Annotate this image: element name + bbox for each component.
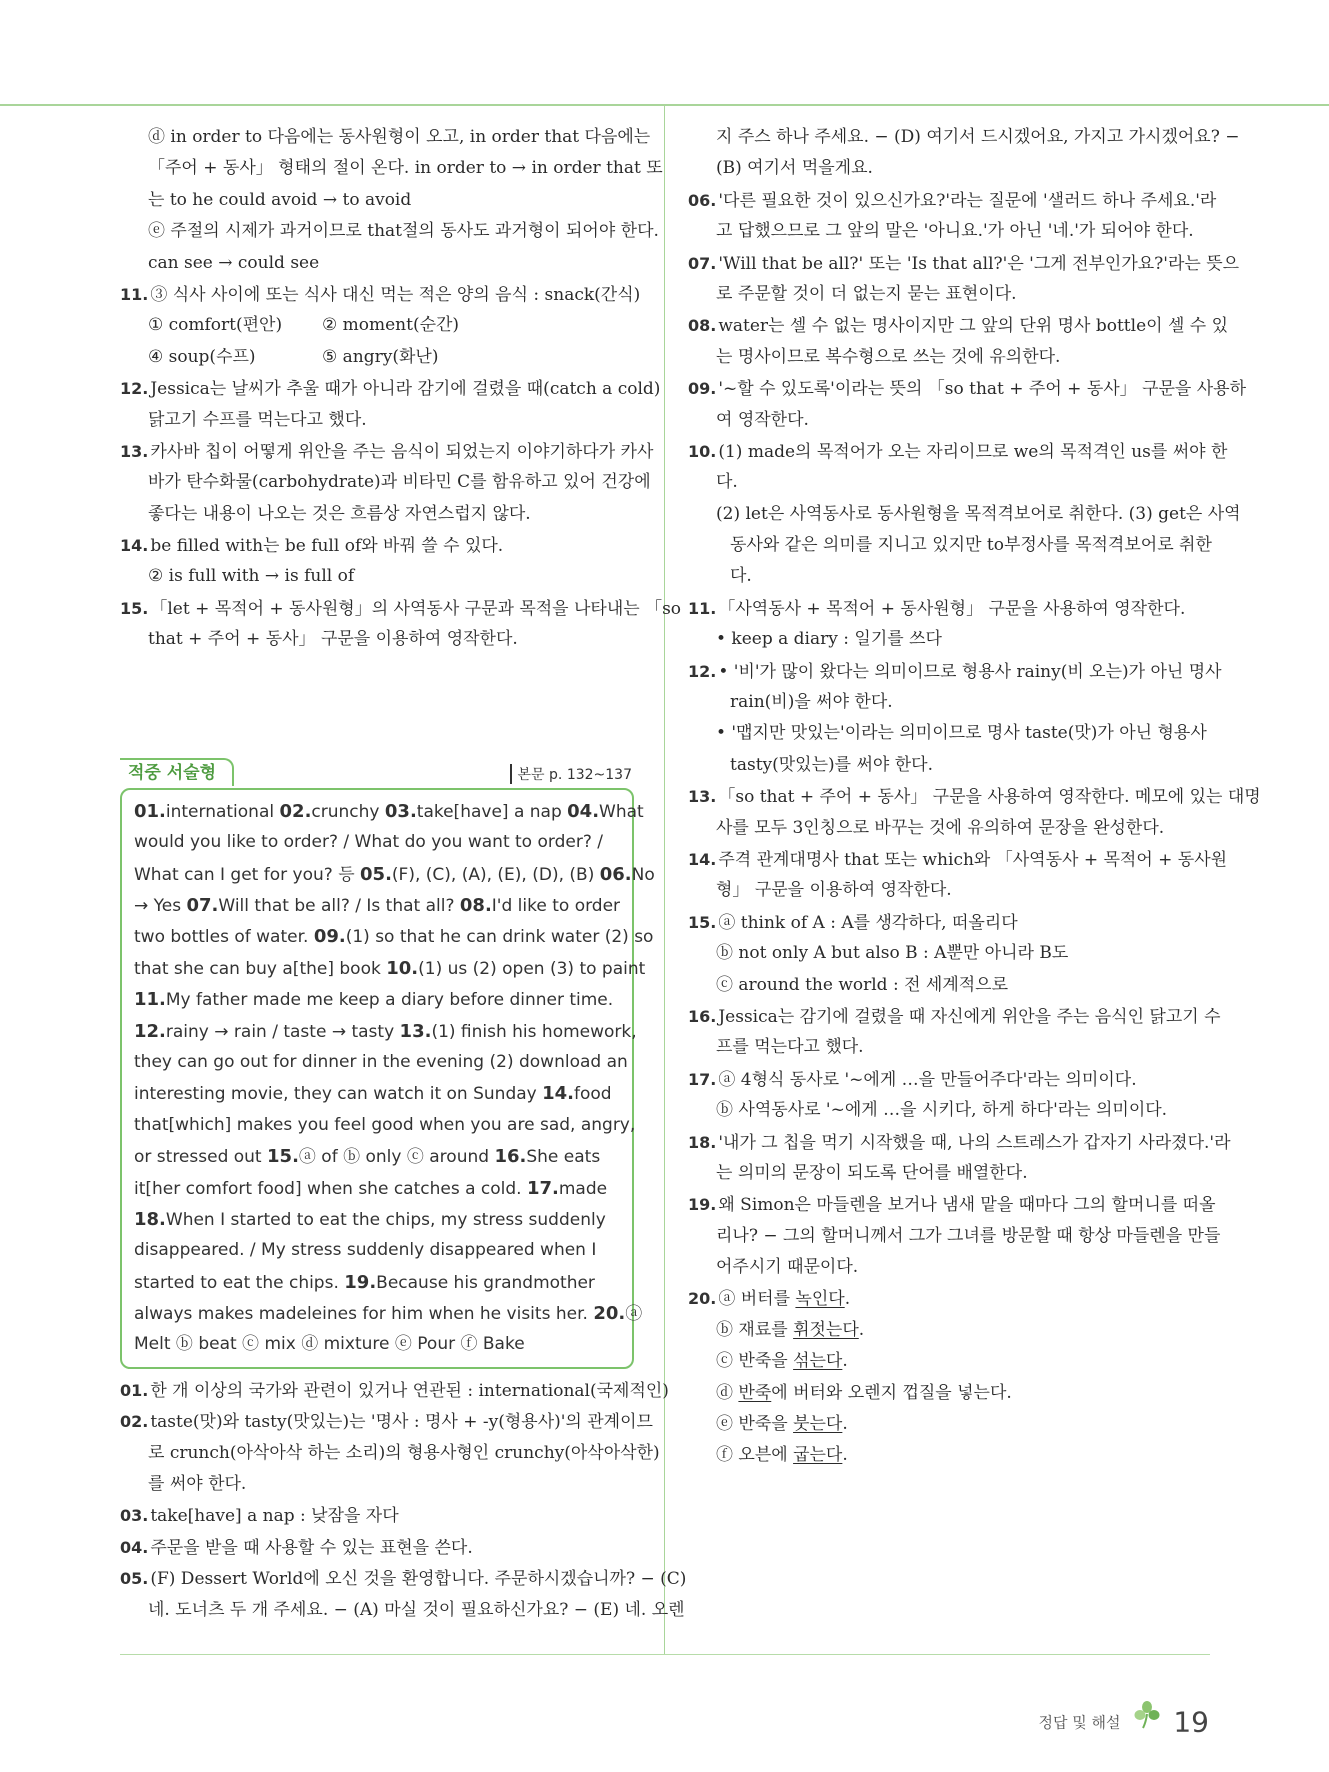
line-text: (1) made의 목적어가 오는 자리이므로 we의 목적격인 us를 써야 한 bbox=[718, 441, 1228, 462]
option-text: ② moment(순간) bbox=[322, 315, 460, 336]
line-text: 에 버터와 오렌지 껍질을 넣는다. bbox=[771, 1382, 1012, 1403]
text-line bbox=[120, 1595, 685, 1626]
underlined-word: 굽는다 bbox=[793, 1445, 843, 1466]
line-text: 「사역동사 + 목적어 + 동사원형」 구문을 사용하여 영작한다. bbox=[718, 598, 1186, 619]
text-line bbox=[688, 1189, 1216, 1220]
item-number: 12. bbox=[120, 379, 149, 399]
line-text: ⓓ bbox=[716, 1382, 739, 1403]
text-line bbox=[688, 1440, 1210, 1471]
text-line bbox=[688, 970, 1210, 1001]
line-text: ⓒ 반죽을 bbox=[716, 1351, 794, 1372]
item-number: 10. bbox=[688, 441, 717, 461]
text-line bbox=[120, 436, 654, 467]
line-text: 다. bbox=[716, 472, 738, 493]
text-line bbox=[688, 216, 1210, 247]
text-line bbox=[688, 1032, 1210, 1063]
line-text: tasty(맛있는)를 써야 한다. bbox=[730, 754, 933, 775]
text-line bbox=[120, 499, 642, 530]
text-line bbox=[120, 279, 642, 310]
item-number: 18. bbox=[688, 1132, 717, 1152]
text-line bbox=[120, 405, 642, 436]
text-line bbox=[120, 624, 642, 655]
item-number: 12. bbox=[688, 661, 717, 681]
line-text: 'Will that be all?' 또는 'Is that all?'은 '그게 전부인가요?'라는 뜻으 bbox=[718, 253, 1240, 274]
text-line bbox=[120, 1500, 642, 1531]
line-text: • keep a diary : 일기를 쓰다 bbox=[716, 629, 942, 650]
text-line bbox=[120, 1438, 660, 1469]
line-text: water는 셀 수 없는 명사이지만 그 앞의 단위 명사 bottle이 셀 수 있 bbox=[718, 316, 1229, 337]
item-number: 16. bbox=[688, 1006, 717, 1026]
text-line bbox=[688, 1095, 1210, 1126]
text-line bbox=[120, 1375, 669, 1406]
line-text: ⓔ 주절의 시제가 과거이므로 that절의 동사도 과거형이 되어야 한다. bbox=[148, 221, 659, 242]
text-line bbox=[688, 530, 1210, 561]
text-line bbox=[120, 1469, 642, 1500]
item-number: 07. bbox=[688, 253, 717, 273]
text-line bbox=[688, 1378, 1210, 1409]
answer-line: two bottles of water. 09.(1) so that he can drink water (2) so bbox=[134, 926, 654, 948]
text-line bbox=[688, 656, 1222, 687]
item-number: 02. bbox=[120, 1412, 149, 1432]
line-text: . bbox=[842, 1351, 848, 1372]
answer-line: What can I get for you? 등 05.(F), (C), (A), (E), (D), (B) 06.No bbox=[134, 863, 655, 885]
line-text: ③ 식사 사이에 또는 식사 대신 먹는 적은 양의 음식 : snack(간식) bbox=[150, 284, 641, 305]
line-text: 어주시기 때문이다. bbox=[716, 1257, 859, 1278]
left-column bbox=[120, 122, 687, 1626]
line-text: 카사바 칩이 어떻게 위안을 주는 음식이 되었는지 이야기하다가 카사 bbox=[150, 441, 654, 462]
text-line bbox=[688, 1064, 1210, 1095]
line-text: ② is full with → is full of bbox=[148, 566, 355, 587]
page-reference: 본문 p. 132~137 bbox=[510, 764, 632, 784]
answer-line: → Yes 07.Will that be all? / Is that all? 08.I'd like to order bbox=[134, 894, 621, 916]
line-text: 닭고기 수프를 먹는다고 했다. bbox=[148, 409, 367, 430]
text-line bbox=[120, 185, 642, 216]
item-number: 19. bbox=[688, 1195, 717, 1215]
text-line bbox=[688, 499, 1241, 530]
item-number: 11. bbox=[688, 598, 717, 618]
line-text: 바가 탄수화물(carbohydrate)과 비타민 C를 함유하고 있어 건강에 bbox=[148, 472, 651, 493]
line-text: 주격 관계대명사 that 또는 which와 「사역동사 + 목적어 + 동사원 bbox=[718, 849, 1228, 870]
answer-line: it[her comfort food] when she catches a cold. 17.made bbox=[134, 1177, 608, 1199]
answer-box-header bbox=[120, 758, 642, 788]
item-number: 15. bbox=[120, 598, 149, 618]
text-line bbox=[688, 938, 1210, 969]
line-text: ⓐ 4형식 동사로 '~에게 …을 만들어주다'라는 의미이다. bbox=[718, 1069, 1137, 1090]
line-text: ⓐ 버터를 bbox=[718, 1289, 796, 1310]
line-text: 프를 먹는다고 했다. bbox=[716, 1037, 864, 1058]
line-text: 로 crunch(아삭아삭 하는 소리)의 형용사형인 crunchy(아삭아삭한) bbox=[148, 1442, 660, 1463]
text-line bbox=[120, 1563, 687, 1594]
text-line bbox=[688, 624, 1210, 655]
text-line bbox=[688, 1252, 1210, 1283]
line-text: 다. bbox=[730, 566, 752, 587]
line-text: 사를 모두 3인칭으로 바꾸는 것에 유의하여 문장을 완성한다. bbox=[716, 817, 1165, 838]
line-text: 지 주스 하나 주세요. − (D) 여기서 드시겠어요, 가지고 가시겠어요? − bbox=[716, 127, 1240, 147]
text-line bbox=[688, 561, 1210, 592]
answer-box bbox=[120, 788, 655, 1369]
text-line bbox=[688, 593, 1210, 624]
line-text: that + 주어 + 동사」 구문을 이용하여 영작한다. bbox=[148, 629, 518, 650]
text-line bbox=[688, 781, 1261, 812]
line-text: be filled with는 be full of와 바꿔 쓸 수 있다. bbox=[150, 536, 504, 557]
answer-line: 12.rainy → rain / taste → tasty 13.(1) finish his homework, bbox=[134, 1020, 637, 1042]
underlined-word: 섞는다 bbox=[793, 1351, 843, 1372]
line-text: 주문을 받을 때 사용할 수 있는 표현을 쓴다. bbox=[150, 1537, 473, 1558]
text-line bbox=[688, 1283, 1210, 1314]
line-text: 동사와 같은 의미를 지니고 있지만 to부정사를 목적격보어로 취한 bbox=[730, 535, 1212, 556]
text-line bbox=[688, 122, 1240, 153]
text-line bbox=[120, 122, 651, 153]
text-line bbox=[688, 436, 1228, 467]
item-number: 03. bbox=[120, 1506, 149, 1526]
line-text: . bbox=[842, 1414, 848, 1435]
answer-line: 18.When I started to eat the chips, my stress suddenly bbox=[134, 1208, 606, 1230]
text-line bbox=[120, 216, 659, 247]
line-text: Jessica는 감기에 걸렸을 때 자신에게 위안을 주는 음식인 닭고기 수 bbox=[718, 1006, 1221, 1027]
text-line bbox=[688, 467, 1210, 498]
line-text: ⓐ think of A : A를 생각하다, 떠올리다 bbox=[718, 912, 1018, 933]
text-line bbox=[120, 342, 642, 373]
page-number: 19 bbox=[1173, 1705, 1209, 1739]
text-line bbox=[688, 373, 1247, 404]
line-text: • '비'가 많이 왔다는 의미이므로 형용사 rainy(비 오는)가 아닌 명사 bbox=[718, 661, 1222, 682]
line-text: 「주어 + 동사」 형태의 절이 온다. in order to → in order that 또 bbox=[148, 158, 663, 179]
item-number: 14. bbox=[120, 536, 149, 556]
text-line bbox=[120, 248, 642, 279]
underlined-word: 반죽 bbox=[738, 1382, 772, 1403]
answer-line: 11.My father made me keep a diary before dinner time. bbox=[134, 989, 614, 1011]
text-line bbox=[120, 530, 642, 561]
answer-line: Melt ⓑ beat ⓒ mix ⓓ mixture ⓔ Pour ⓕ Bake bbox=[134, 1334, 525, 1355]
line-text: ⓑ not only A but also B : A뿐만 아니라 B도 bbox=[716, 943, 1069, 964]
line-text: take[have] a nap : 낮잠을 자다 bbox=[150, 1506, 399, 1527]
line-text: rain(비)을 써야 한다. bbox=[730, 692, 893, 713]
answer-line: or stressed out 15.ⓐ of ⓑ only ⓒ around 16.She eats bbox=[134, 1146, 601, 1168]
text-line bbox=[688, 1127, 1231, 1158]
text-line bbox=[688, 310, 1229, 341]
text-line bbox=[688, 405, 1210, 436]
text-line bbox=[688, 1346, 1210, 1377]
line-text: '~할 수 있도록'이라는 뜻의 「so that + 주어 + 동사」 구문을 사용하 bbox=[718, 379, 1247, 400]
item-number: 08. bbox=[688, 316, 717, 336]
line-text: • '맵지만 맛있는'이라는 의미이므로 명사 taste(맛)가 아닌 형용사 bbox=[716, 723, 1207, 744]
text-line bbox=[688, 1315, 1210, 1346]
item-number: 20. bbox=[688, 1289, 717, 1309]
text-line bbox=[688, 1158, 1210, 1189]
line-text: ⓑ 재료를 bbox=[716, 1319, 794, 1340]
text-line bbox=[120, 373, 661, 404]
answer-line: they can go out for dinner in the evening (2) download an bbox=[134, 1051, 628, 1072]
item-number: 05. bbox=[120, 1569, 149, 1589]
column-divider bbox=[664, 106, 665, 1654]
item-number: 01. bbox=[120, 1380, 149, 1400]
line-text: 네. 도너츠 두 개 주세요. − (A) 마실 것이 필요하신가요? − (E) 네. 오렌 bbox=[148, 1599, 685, 1620]
line-text: 는 의미의 문장이 되도록 단어를 배열한다. bbox=[716, 1162, 1028, 1183]
footer-label: 정답 및 해설 bbox=[1038, 1713, 1121, 1732]
line-text: '내가 그 칩을 먹기 시작했을 때, 나의 스트레스가 갑자기 사라졌다.'라 bbox=[718, 1132, 1231, 1153]
text-line bbox=[120, 1532, 642, 1563]
line-text: can see → could see bbox=[148, 252, 320, 273]
underlined-word: 녹인다 bbox=[795, 1289, 845, 1310]
text-line bbox=[120, 1406, 653, 1437]
answer-line: started to eat the chips. 19.Because his grandmother bbox=[134, 1271, 595, 1293]
section-tag: 적중 서술형 bbox=[120, 758, 234, 786]
line-text: 여 영작한다. bbox=[716, 409, 809, 430]
line-text: taste(맛)와 tasty(맛있는)는 '명사 : 명사 + -y(형용사)'의 관계이므 bbox=[150, 1412, 653, 1433]
text-line bbox=[688, 1221, 1221, 1252]
line-text: . bbox=[842, 1445, 848, 1466]
right-explanations bbox=[688, 122, 1261, 1472]
line-text: Jessica는 날씨가 추울 때가 아니라 감기에 걸렸을 때(catch a cold) bbox=[150, 379, 661, 400]
line-text: (2) let은 사역동사로 동사원형을 목적격보어로 취한다. (3) get은 사역 bbox=[716, 503, 1241, 524]
text-line bbox=[120, 593, 682, 624]
item-number: 13. bbox=[120, 441, 149, 461]
clover-leaf-icon bbox=[1134, 1700, 1160, 1745]
left-bottom-explanations bbox=[120, 1375, 687, 1626]
answer-line: interesting movie, they can watch it on Sunday 14.food bbox=[134, 1083, 612, 1105]
line-text: (F) Dessert World에 오신 것을 환영합니다. 주문하시겠습니까? − (C) bbox=[150, 1569, 687, 1590]
text-line bbox=[688, 248, 1240, 279]
answer-line: that she can buy a[the] book 10.(1) us (2) open (3) to paint bbox=[134, 957, 646, 979]
text-line bbox=[120, 310, 642, 341]
item-number: 13. bbox=[688, 787, 717, 807]
line-text: 로 주문할 것이 더 없는지 묻는 표현이다. bbox=[716, 283, 1017, 304]
line-text: '다른 필요한 것이 있으신가요?'라는 질문에 '샐러드 하나 주세요.'라 bbox=[718, 190, 1217, 211]
line-text: (B) 여기서 먹을게요. bbox=[716, 158, 873, 179]
text-line bbox=[688, 718, 1210, 749]
item-number: 04. bbox=[120, 1537, 149, 1557]
item-number: 11. bbox=[120, 284, 149, 304]
answer-line: disappeared. / My stress suddenly disappeared when I bbox=[134, 1240, 597, 1261]
line-text: ⓕ 오븐에 bbox=[716, 1445, 794, 1466]
answer-line: always makes madeleines for him when he visits her. 20.ⓐ bbox=[134, 1303, 643, 1325]
item-number: 17. bbox=[688, 1069, 717, 1089]
answer-line: 01.international 02.crunchy 03.take[have] a nap 04.What bbox=[134, 800, 644, 822]
text-line bbox=[120, 153, 663, 184]
text-line bbox=[688, 750, 1210, 781]
right-column bbox=[688, 122, 1261, 1472]
option-text: ④ soup(수프) bbox=[148, 346, 256, 367]
line-text: 를 써야 한다. bbox=[148, 1474, 247, 1495]
option-text: ⑤ angry(화난) bbox=[322, 346, 439, 367]
line-text: ⓓ in order to 다음에는 동사원형이 오고, in order that 다음에는 bbox=[148, 127, 651, 147]
page-footer bbox=[1039, 1700, 1209, 1740]
text-line bbox=[688, 907, 1210, 938]
underlined-word: 붓는다 bbox=[793, 1414, 843, 1435]
bottom-rule bbox=[120, 1654, 1210, 1655]
line-text: 리나? − 그의 할머니께서 그가 그녀를 방문할 때 항상 마들렌을 만들 bbox=[716, 1225, 1221, 1246]
text-line bbox=[688, 185, 1217, 216]
line-text: 형」 구문을 이용하여 영작한다. bbox=[716, 880, 952, 901]
line-text: ⓑ 사역동사로 '~에게 …을 시키다, 하게 하다'라는 의미이다. bbox=[716, 1100, 1168, 1121]
item-number: 14. bbox=[688, 849, 717, 869]
text-line bbox=[688, 1001, 1221, 1032]
line-text: 고 답했으므로 그 앞의 말은 '아니요.'가 아닌 '네.'가 되어야 한다. bbox=[716, 221, 1194, 242]
text-line bbox=[688, 844, 1228, 875]
item-number: 15. bbox=[688, 912, 717, 932]
answer-line: would you like to order? / What do you want to order? / bbox=[134, 832, 603, 853]
text-line bbox=[688, 279, 1210, 310]
text-line bbox=[688, 342, 1210, 373]
line-text: 한 개 이상의 국가와 관련이 있거나 연관된 : international(국제적인) bbox=[150, 1380, 669, 1401]
line-text: 왜 Simon은 마들렌을 보거나 냄새 맡을 때마다 그의 할머니를 떠올 bbox=[718, 1195, 1216, 1216]
line-text: 는 to he could avoid → to avoid bbox=[148, 189, 412, 210]
line-text: 「so that + 주어 + 동사」 구문을 사용하여 영작한다. 메모에 있는 대명 bbox=[718, 787, 1261, 808]
underlined-word: 휘젓는다 bbox=[793, 1319, 859, 1340]
line-text: 좋다는 내용이 나오는 것은 흐름상 자연스럽지 않다. bbox=[148, 503, 531, 524]
text-line bbox=[688, 1409, 1210, 1440]
text-line bbox=[688, 153, 1210, 184]
line-text: 는 명사이므로 복수형으로 쓰는 것에 유의한다. bbox=[716, 346, 1061, 367]
item-number: 06. bbox=[688, 190, 717, 210]
left-top-explanations bbox=[120, 122, 682, 656]
option-text: ① comfort(편안) bbox=[148, 315, 283, 336]
line-text: . bbox=[858, 1319, 865, 1340]
line-text: . bbox=[844, 1289, 851, 1310]
answer-line: that[which] makes you feel good when you are sad, angry, bbox=[134, 1114, 636, 1135]
text-line bbox=[688, 875, 1210, 906]
item-number: 09. bbox=[688, 379, 717, 399]
text-line bbox=[688, 687, 1210, 718]
text-line bbox=[120, 467, 651, 498]
text-line bbox=[120, 561, 642, 592]
line-text: 「let + 목적어 + 동사원형」의 사역동사 구문과 목적을 나타내는 「so bbox=[150, 598, 682, 619]
text-line bbox=[688, 813, 1210, 844]
line-text: ⓔ 반죽을 bbox=[716, 1414, 794, 1435]
line-text: ⓒ around the world : 전 세계적으로 bbox=[716, 974, 1009, 995]
